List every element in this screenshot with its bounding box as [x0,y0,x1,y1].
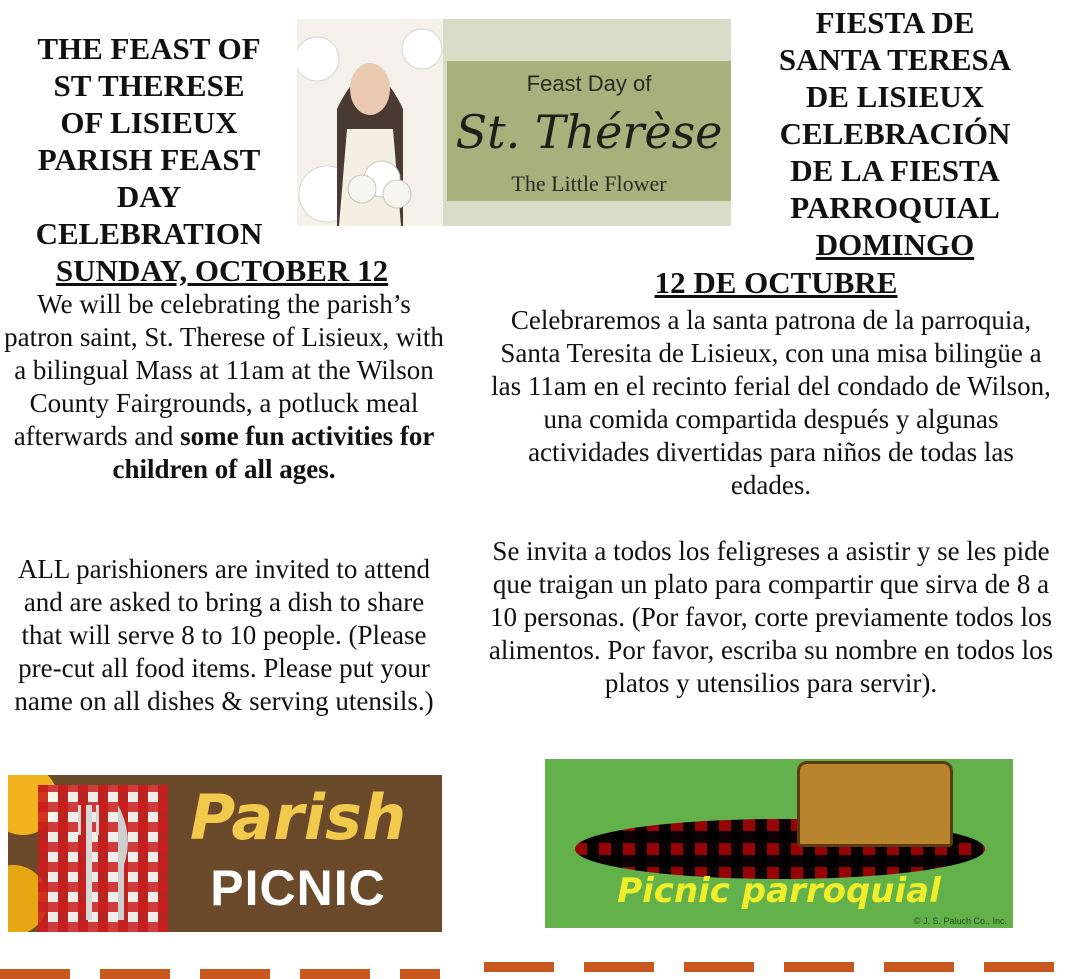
picnic-parroquial-banner-image [545,759,1013,928]
border-dash [300,969,370,979]
english-title-line: OF LISIEUX [60,105,238,140]
english-title-line: CELEBRATION [35,216,263,251]
border-dash [484,962,554,972]
copyright-text: © J. S. Paluch Co., Inc. [913,916,1007,926]
english-title [14,30,284,252]
spanish-title-line: SANTA TERESA [778,42,1012,77]
spanish-date-line-2: 12 DE OCTUBRE [654,265,898,300]
border-dash [200,969,270,979]
banner-line-3: The Little Flower [511,171,667,196]
spanish-title-line: DE LA FIESTA [790,153,1000,188]
spanish-title-line: FIESTA DE [815,5,975,40]
english-title-line: THE FEAST OF [37,31,261,66]
saint-portrait-image [297,19,443,226]
parish-picnic-word-1: Parish [189,781,407,854]
feast-day-banner-image [297,19,731,226]
spanish-paragraph-1: Celebraremos a la santa patrona de la parroquia, Santa Teresita de Lisieux, con una misa bilingüe a las 11am en el recinto ferial del condado de Wilson, una comida compartida después y algunas actividades divertidas para niños de todas las edades. [491,305,1051,500]
spanish-title-line: PARROQUIAL [790,190,1000,225]
banner-line-2: St. Thérèse [455,105,723,159]
spanish-date-line-1: DOMINGO [815,227,975,262]
picnic-basket-icon [797,761,953,847]
border-dash [100,969,170,979]
english-title-line: ST THERESE [53,68,245,103]
parish-picnic-word-2: PICNIC [210,860,386,916]
border-dash [684,962,754,972]
english-paragraph-1-bold: some fun activities for children of all ages. [112,421,435,484]
border-dash [884,962,954,972]
border-dash [784,962,854,972]
picnic-parroquial-text: Picnic parroquial [617,871,941,911]
english-paragraph-2: ALL parishioners are invited to attend and are asked to bring a dish to share that will serve 8 to 10 people. (Please pre-cut all food items. Please put your name on all dishes & serving utensils.) [14,554,434,716]
english-date: SUNDAY, OCTOBER 12 [55,253,389,288]
english-title-line: DAY [116,179,182,214]
banner-line-1: Feast Day of [526,71,652,96]
border-dash [400,969,440,979]
border-dash [984,962,1054,972]
border-dash [0,969,70,979]
spanish-title [752,4,1038,226]
english-title-line: PARISH FEAST [37,142,261,177]
border-dash [584,962,654,972]
parish-picnic-banner-image [8,775,442,932]
english-paragraph-1 [4,288,444,486]
english-paragraph-1-text: We will be celebrating the parish’s patron saint, St. Therese of Lisieux, with a bilingual Mass at 11am at the Wilson County Fairgrounds, a potluck meal afterwards and [4,289,444,451]
spanish-title-line: CELEBRACIÓN [779,116,1011,151]
fork-knife-icon [68,795,148,925]
spanish-title-line: DE LISIEUX [805,79,985,114]
spanish-paragraph-2: Se invita a todos los feligreses a asistir y se les pide que traigan un plato para compartir que sirva de 8 a 10 personas. (Por favor, corte previamente todos los alimentos. Por favor, escriba su nombre en todos los platos y utensilios para servir). [488,536,1054,698]
